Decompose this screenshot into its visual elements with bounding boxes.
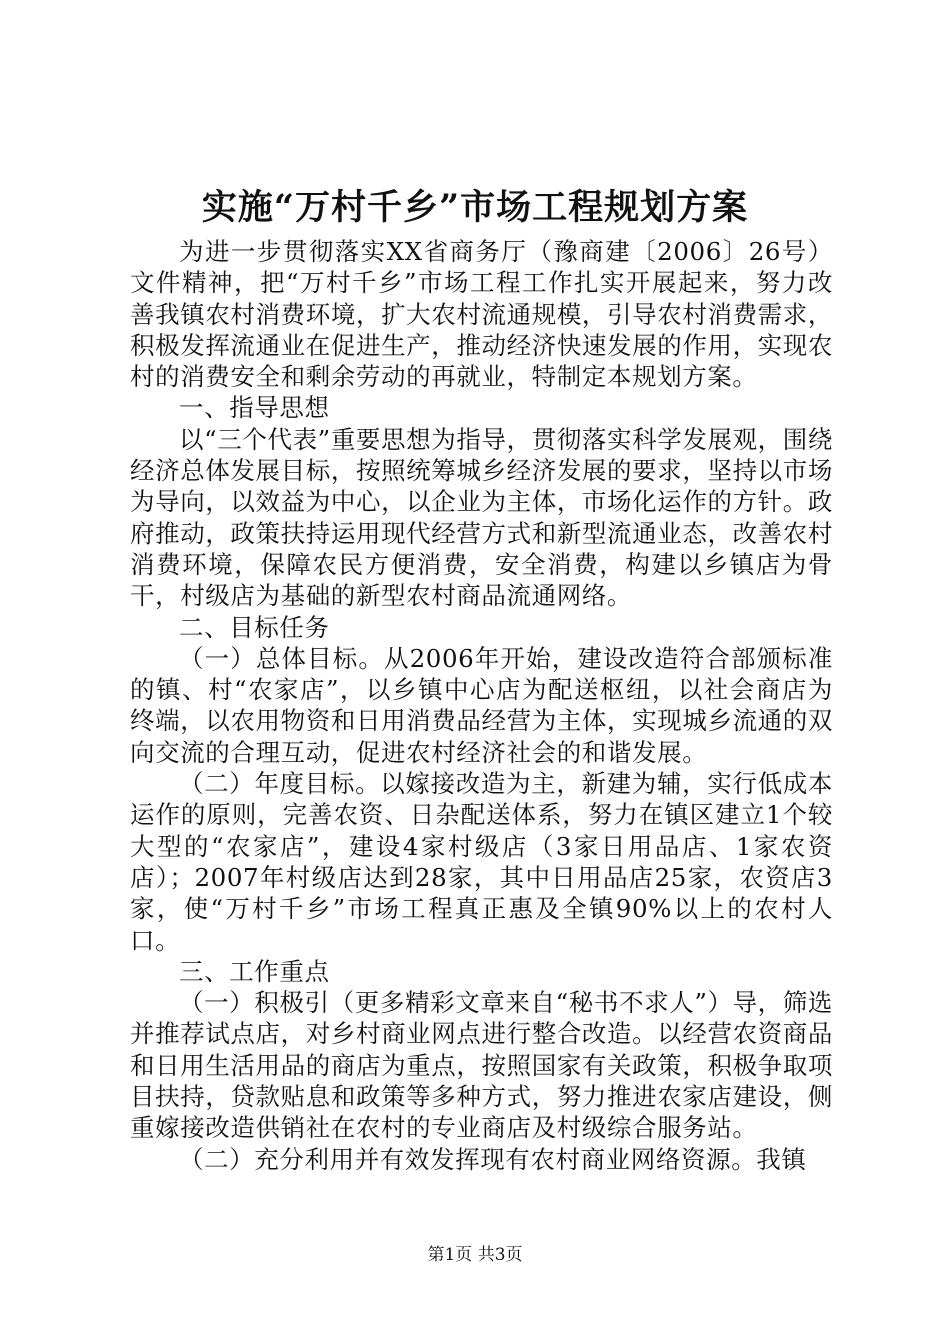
paragraph-overall-goal: （一）总体目标。从2006年开始，建设改造符合部颁标准的镇、村“农家店”，以乡镇中心店为配送枢纽，以社会商店为终端，以农用物资和日用消费品经营为主体，实现城乡流通的双向交流的合理互动，促进农村经济社会的和谐发展。 <box>130 643 833 767</box>
section-heading-goals: 二、目标任务 <box>179 612 330 642</box>
paragraph-key-work-2: （二）充分利用并有效发挥现有农村商业网络资源。我镇 <box>179 1144 807 1174</box>
paragraph-guiding-ideology: 以“三个代表”重要思想为指导，贯彻落实科学发展观，围绕经济总体发展目标，按照统筹城乡经济发展的要求，坚持以市场为导向，以效益为中心，以企业为主体，市场化运作的方针。政府推动，政策扶持运用现代经营方式和新型流通业态，改善农村消费环境，保障农民方便消费，安全消费，构建以乡镇店为骨干，村级店为基础的新型农村商品流通网络。 <box>130 424 833 611</box>
paragraph-annual-goal: （二）年度目标。以嫁接改造为主，新建为辅，实行低成本运作的原则，完善农资、日杂配送体系，努力在镇区建立1个较大型的“农家店”，建设4家村级店（3家日用品店、1家农资店）；2007年村级店达到28家，其中日用品店25家，农资店3家，使“万村千乡”市场工程真正惠及全镇90%以上的农村人口。 <box>130 769 833 955</box>
intro-paragraph: 为进一步贯彻落实XX省商务厅（豫商建〔2006〕26号）文件精神，把“万村千乡”市场工程工作扎实开展起来，努力改善我镇农村消费环境，扩大农村流通规模，引导农村消费需求，积极发挥流通业在促进生产，推动经济快速发展的作用，实现农村的消费安全和剩余劳动的再就业，特制定本规划方案。 <box>130 237 833 392</box>
document-body <box>130 236 833 1175</box>
document-title: 实施“万村千乡”市场工程规划方案 <box>201 187 749 228</box>
page-number-footer: 第1页 共3页 <box>427 1245 523 1265</box>
section-heading-guiding-ideology: 一、指导思想 <box>179 393 330 423</box>
section-heading-key-work: 三、工作重点 <box>179 956 330 986</box>
paragraph-key-work-1: （一）积极引（更多精彩文章来自“秘书不求人”）导，筛选并推荐试点店，对乡村商业网点进行整合改造。以经营农资商品和日用生活用品的商店为重点，按照国家有关政策，积极争取项目扶持，贷款贴息和政策等多种方式，努力推进农家店建设，侧重嫁接改造供销社在农村的专业商店及村级综合服务站。 <box>130 988 833 1143</box>
